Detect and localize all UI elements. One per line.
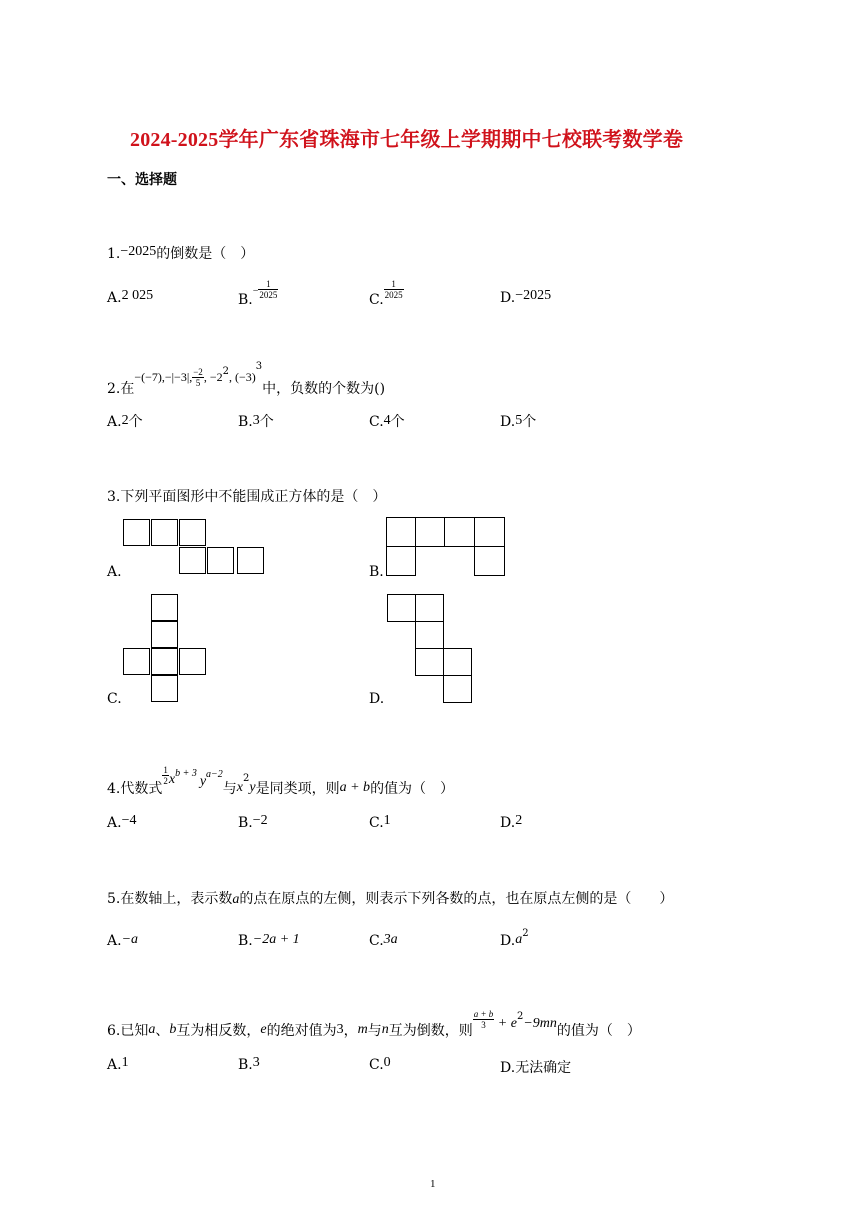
question-6-sep: 、 [155, 1023, 170, 1039]
q4-option-a-value: −4 [121, 813, 137, 828]
q5-option-c-value: 3a [383, 932, 398, 947]
q5-option-d[interactable] [500, 928, 529, 950]
question-6-n: n [381, 1022, 389, 1037]
question-4-mid: 与 [222, 781, 237, 797]
q2-option-d-value: 5 [515, 413, 523, 428]
q1-option-d-value: −2025 [515, 288, 552, 303]
q3-option-a[interactable]: A. [107, 564, 122, 580]
q1-option-b[interactable] [238, 279, 278, 308]
q1-option-c-den: 2025 [384, 290, 403, 300]
question-2-frac-num: −2 [193, 366, 203, 377]
q2-option-b-unit: 个 [259, 414, 274, 430]
question-6-fraction [473, 1009, 495, 1030]
q6-option-c-value: 0 [383, 1055, 391, 1070]
q2-option-c-unit: 个 [390, 414, 405, 430]
question-2-prefix: 2.在 [107, 381, 135, 397]
question-4-text2: 的值为（ ） [370, 781, 455, 797]
q5-option-a-label: A. [107, 933, 122, 949]
question-2-text: 中，负数的个数为() [262, 381, 386, 397]
q4-option-a-label: A. [107, 815, 122, 831]
question-6-t2: 的绝对值为 [266, 1023, 337, 1039]
question-6-frac-den: 3 [481, 1019, 486, 1030]
q6-option-d[interactable] [500, 1057, 571, 1077]
question-4-coef-den: 2 [163, 775, 168, 786]
q1-option-a-label: A. [107, 290, 122, 306]
question-4 [107, 764, 455, 797]
question-4-y2: y [249, 780, 256, 795]
question-5-prefix: 5.在数轴上，表示数 [107, 891, 233, 907]
document-title: 2024-2025学年广东省珠海市七年级上学期期中七校联考数学卷 [130, 129, 684, 151]
q6-option-b[interactable] [238, 1057, 260, 1074]
question-2-exp-b: 2 [222, 366, 229, 377]
q2-option-d[interactable] [500, 411, 536, 431]
q5-option-a-value: −a [121, 932, 139, 947]
q2-option-a-value: 2 [121, 413, 129, 428]
q5-option-c-label: C. [369, 933, 384, 949]
question-4-y-exp: a−2 [206, 769, 223, 780]
question-6-m: m [357, 1022, 368, 1037]
question-2-fraction [192, 367, 204, 388]
question-4-coef-num: 1 [163, 764, 168, 775]
q6-option-a-label: A. [107, 1057, 122, 1073]
q6-option-b-value: 3 [252, 1055, 260, 1070]
question-1-text: 的倒数是（ ） [156, 246, 255, 262]
q6-option-b-label: B. [238, 1057, 253, 1073]
question-6-t1: 互为相反数， [176, 1023, 261, 1039]
q1-option-b-label: B. [238, 291, 253, 308]
question-4-coef [162, 765, 169, 786]
q4-option-b-label: B. [238, 815, 253, 831]
section-heading: 一、选择题 [107, 172, 177, 188]
question-1-prefix: 1. [107, 246, 121, 262]
question-6-rest: −9mn [523, 1016, 557, 1031]
q1-option-c-fraction [384, 279, 404, 300]
q5-option-d-value: a [515, 932, 523, 947]
q6-option-c[interactable] [369, 1057, 391, 1074]
q2-option-b-value: 3 [252, 413, 260, 428]
q4-option-c[interactable] [369, 815, 391, 832]
q5-option-d-label: D. [500, 933, 516, 949]
q2-option-b-label: B. [238, 414, 253, 430]
question-4-y: y [199, 774, 207, 789]
q2-option-d-unit: 个 [522, 414, 537, 430]
q2-option-a[interactable] [107, 411, 143, 431]
q4-option-d-value: 2 [515, 813, 523, 828]
question-4-x2-exp: 2 [243, 773, 250, 784]
q1-option-d[interactable] [500, 290, 551, 307]
q5-option-d-exp: 2 [522, 928, 529, 939]
q1-option-b-fraction [258, 279, 278, 300]
q6-option-d-value: 无法确定 [515, 1060, 572, 1076]
question-6-e: e [260, 1022, 267, 1037]
q1-option-b-sign: − [252, 285, 259, 297]
q2-option-c[interactable] [369, 411, 405, 431]
question-5 [107, 888, 673, 908]
question-6 [107, 1008, 641, 1039]
question-6-frac-num: a + b [473, 1008, 494, 1019]
q1-option-b-num: 1 [258, 279, 278, 290]
q1-option-c[interactable] [369, 279, 404, 308]
question-6-three: 3 [336, 1022, 344, 1037]
q3-option-c[interactable]: C. [107, 691, 122, 707]
question-6-t3: ， [343, 1023, 358, 1039]
q5-option-c[interactable] [369, 933, 398, 950]
q3-option-d[interactable]: D. [369, 691, 385, 707]
q6-option-a-value: 1 [121, 1055, 129, 1070]
question-4-x-exp: b + 3 [175, 768, 197, 779]
q2-option-d-label: D. [500, 414, 516, 430]
question-2 [107, 361, 386, 397]
question-4-x: x [168, 772, 176, 787]
q2-option-b[interactable] [238, 411, 274, 431]
question-6-prefix: 6.已知 [107, 1023, 149, 1039]
q4-option-a[interactable] [107, 815, 136, 832]
q2-option-a-unit: 个 [128, 414, 143, 430]
question-2-expr-a: −(−7),−|−3|, [134, 370, 193, 384]
q5-option-a[interactable] [107, 933, 138, 950]
q1-option-c-num: 1 [384, 279, 404, 290]
page-number: 1 [430, 1178, 436, 1190]
question-4-prefix: 4.代数式 [107, 781, 163, 797]
q6-option-a[interactable] [107, 1057, 129, 1074]
question-2-expr-c: , (−3) [228, 370, 256, 384]
q4-option-d[interactable] [500, 815, 522, 832]
q4-option-b[interactable] [238, 815, 268, 832]
q2-option-c-value: 4 [383, 413, 391, 428]
question-6-b: b [169, 1022, 177, 1037]
q4-option-b-value: −2 [252, 813, 268, 828]
question-4-x2: x [236, 780, 244, 795]
q1-option-c-label: C. [369, 291, 384, 308]
question-5-text: 的点在原点的左侧，则表示下列各数的点，也在原点左侧的是（ ） [239, 891, 674, 907]
question-6-a: a [148, 1022, 156, 1037]
q6-option-c-label: C. [369, 1057, 384, 1073]
question-1-expr: −2025 [120, 244, 157, 259]
q2-option-c-label: C. [369, 414, 384, 430]
q1-option-b-den: 2025 [259, 290, 278, 300]
question-2-exp-c: 3 [255, 361, 263, 372]
question-6-t4: 与 [367, 1023, 382, 1039]
question-6-plus: + e [494, 1016, 517, 1031]
q4-option-c-label: C. [369, 815, 384, 831]
question-6-e-exp: 2 [516, 1011, 524, 1022]
q1-option-a-value: 2 025 [121, 288, 154, 303]
q2-option-a-label: A. [107, 414, 122, 430]
q5-option-b-value: −2a + 1 [252, 932, 300, 947]
q6-option-d-label: D. [500, 1060, 516, 1076]
question-1 [107, 243, 254, 263]
question-6-t6: 的值为（ ） [556, 1023, 641, 1039]
q1-option-a[interactable] [107, 290, 153, 307]
q4-option-d-label: D. [500, 815, 516, 831]
q5-option-b-label: B. [238, 933, 253, 949]
q4-option-c-value: 1 [383, 813, 391, 828]
q1-option-d-label: D. [500, 290, 516, 306]
question-6-t5: 互为倒数，则 [388, 1023, 473, 1039]
q5-option-b[interactable] [238, 933, 300, 950]
question-2-expr-b: , −2 [203, 370, 223, 384]
q3-option-b[interactable]: B. [369, 564, 384, 580]
question-3: 3.下列平面图形中不能围成正方体的是（ ） [107, 489, 387, 505]
question-4-ab: a + b [339, 780, 371, 795]
question-5-var: a [232, 892, 240, 907]
question-2-frac-den: 5 [195, 377, 201, 388]
question-4-text1: 是同类项，则 [255, 781, 340, 797]
